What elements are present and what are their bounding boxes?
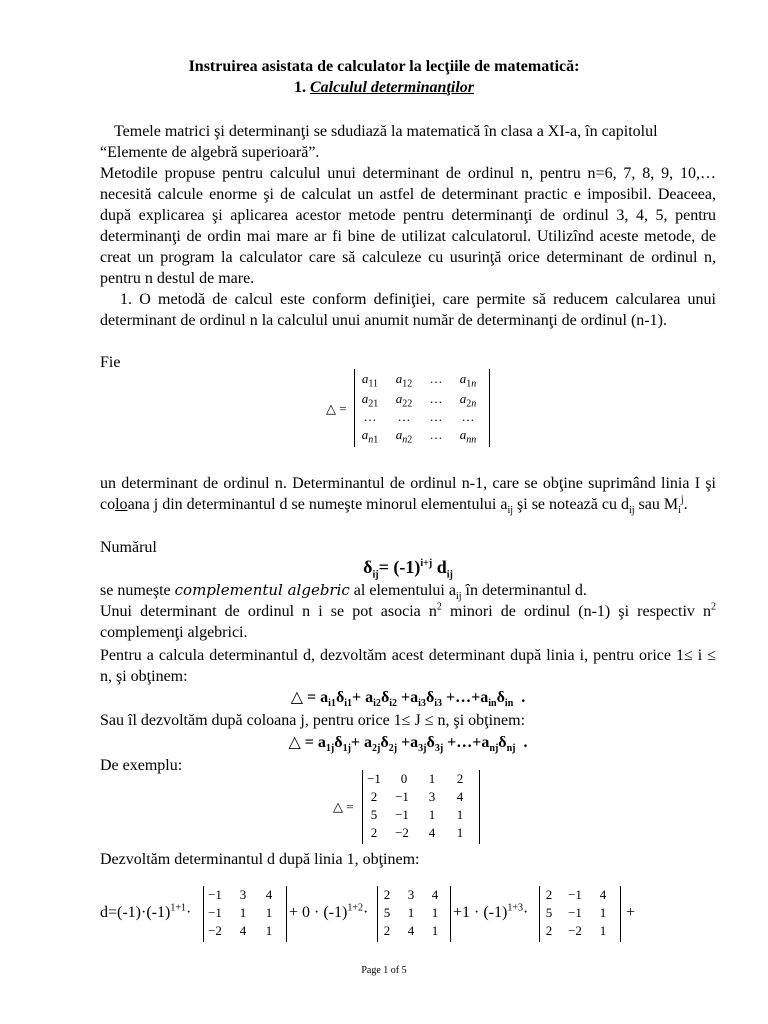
label-fie: Fie [100, 354, 121, 371]
label-de-exemplu: De exemplu: [100, 757, 183, 774]
title-number: 1. [293, 79, 306, 96]
formula-row-expansion: △ = $a_{i1}\delta_{i1}+ a_{i2}\delta_{i2} +a_{i3}\delta_{i3}$ $+\dots+a_{in}\delta_{in}$ . [290, 689, 526, 710]
expansion-prefix: $d=(-1)\cdot(-1)^{1+1}\cdot$ [100, 902, 192, 921]
delta-symbol-2: △ = [333, 799, 354, 814]
paragraph-4: un determinant de ordinul n. Determinantul de ordinul n-1, care se obţine suprimând linia I şi coloana j din determinantul d se numeşte minorul elementului $a_{ij}$ şi se notează cu $d_{ij}$ sau $M_i^j$. [100, 475, 716, 517]
paragraph-6: Unui determinant de ordinul n i se pot asocia $n^2$ minori de ordinul (n-1) şi respectiv $n^2$ complemenţi algebrici. [100, 601, 716, 641]
title-line-2 [0, 79, 768, 97]
title-line-1: Instruirea asistata de calculator la lecţiile de matematică: [188, 58, 580, 75]
expansion-mid-1: + $0 \cdot (-1)^{1+2}\cdot$ [289, 902, 369, 921]
expansion-suffix: + [626, 904, 636, 921]
minor-3: 2 −1 4 5 −1 1 2 −2 1 [539, 886, 621, 942]
matrix-example: −1 0 1 2 2 −1 3 4 5 −1 1 1 2 −2 4 1 [362, 770, 480, 844]
title-subject: Calculul determinanţilor [309, 79, 475, 96]
paragraph-1: Temele matrici şi determinanţi se sdudiază la matematică în clasa a XI-a, în capitolul “Elemente de algebră superioară”. [100, 123, 658, 161]
paragraph-9: Dezvoltăm determinantul d după linia 1, obţinem: [100, 851, 420, 868]
paragraph-7: Pentru a calcula determinantul d, dezvoltăm acest determinant după linia i, pentru orice 1≤ i ≤ n, şi obţinem: [100, 647, 716, 685]
formula-col-expansion: △ = $a_{1j}\delta_{1j}+ a_{2j}\delta_{2j} +a_{3j}\delta_{3j}$ $+\dots+a_{nj}\delta_{nj}$ . [288, 734, 528, 755]
formula-complement: $\delta_{ij}= (-1)^{i+j}$ $d_{ij}$ [363, 557, 453, 581]
label-numarul: Numărul [100, 539, 157, 556]
paragraph-2: Metodile propuse pentru calculul unui determinant de ordinul n, pentru n=6, 7, 8, 9, 10,… necesită calcule enorme şi de calculat un astfel de determinant practic e imposibil. Deaceea, după explicarea şi aplicarea acestor metode pentru determinanţi de ordinul 3, 4, 5, pentru determinanţi de ordin mai mare ar fi bine de utilizat calculatorul. Utilizînd aceste metode, de creat un program la calculator care să calculeze cu usurinţă orice determinant de ordinul n, pentru n destul de mare. [100, 165, 716, 287]
matrix-general: $a_{11}$ $a_{12}$ … $a_{1n}$ $a_{21}$ $a_{22}$ … $a_{2n}$ … … … … $a_{n1}$ $a_{n2}$ … $a_{nn}$ [354, 369, 490, 447]
minor-1: −1 3 4 −1 1 1 −2 4 1 [203, 886, 287, 942]
page-footer: Page 1 of 5 [361, 965, 407, 976]
delta-symbol-1: △ = [326, 401, 347, 416]
paragraph-3: 1. O metodă de calcul este conform definiţiei, care permite să reducem calcularea unui determinant de ordinul n la calculul unui anumit număr de determinanţi de ordinul (n-1). [100, 291, 716, 329]
minor-2: 2 3 4 5 1 1 2 4 1 [377, 886, 451, 942]
paragraph-8: Sau îl dezvoltăm după coloana j, pentru orice 1≤ J ≤ n, şi obţinem: [100, 712, 526, 729]
expansion-mid-2: $+1 \cdot (-1)^{1+3}\cdot$ [453, 902, 529, 921]
paragraph-5: se numeşte complementul algebric al elementului $a_{ij}$ în determinantul d. [100, 581, 587, 603]
